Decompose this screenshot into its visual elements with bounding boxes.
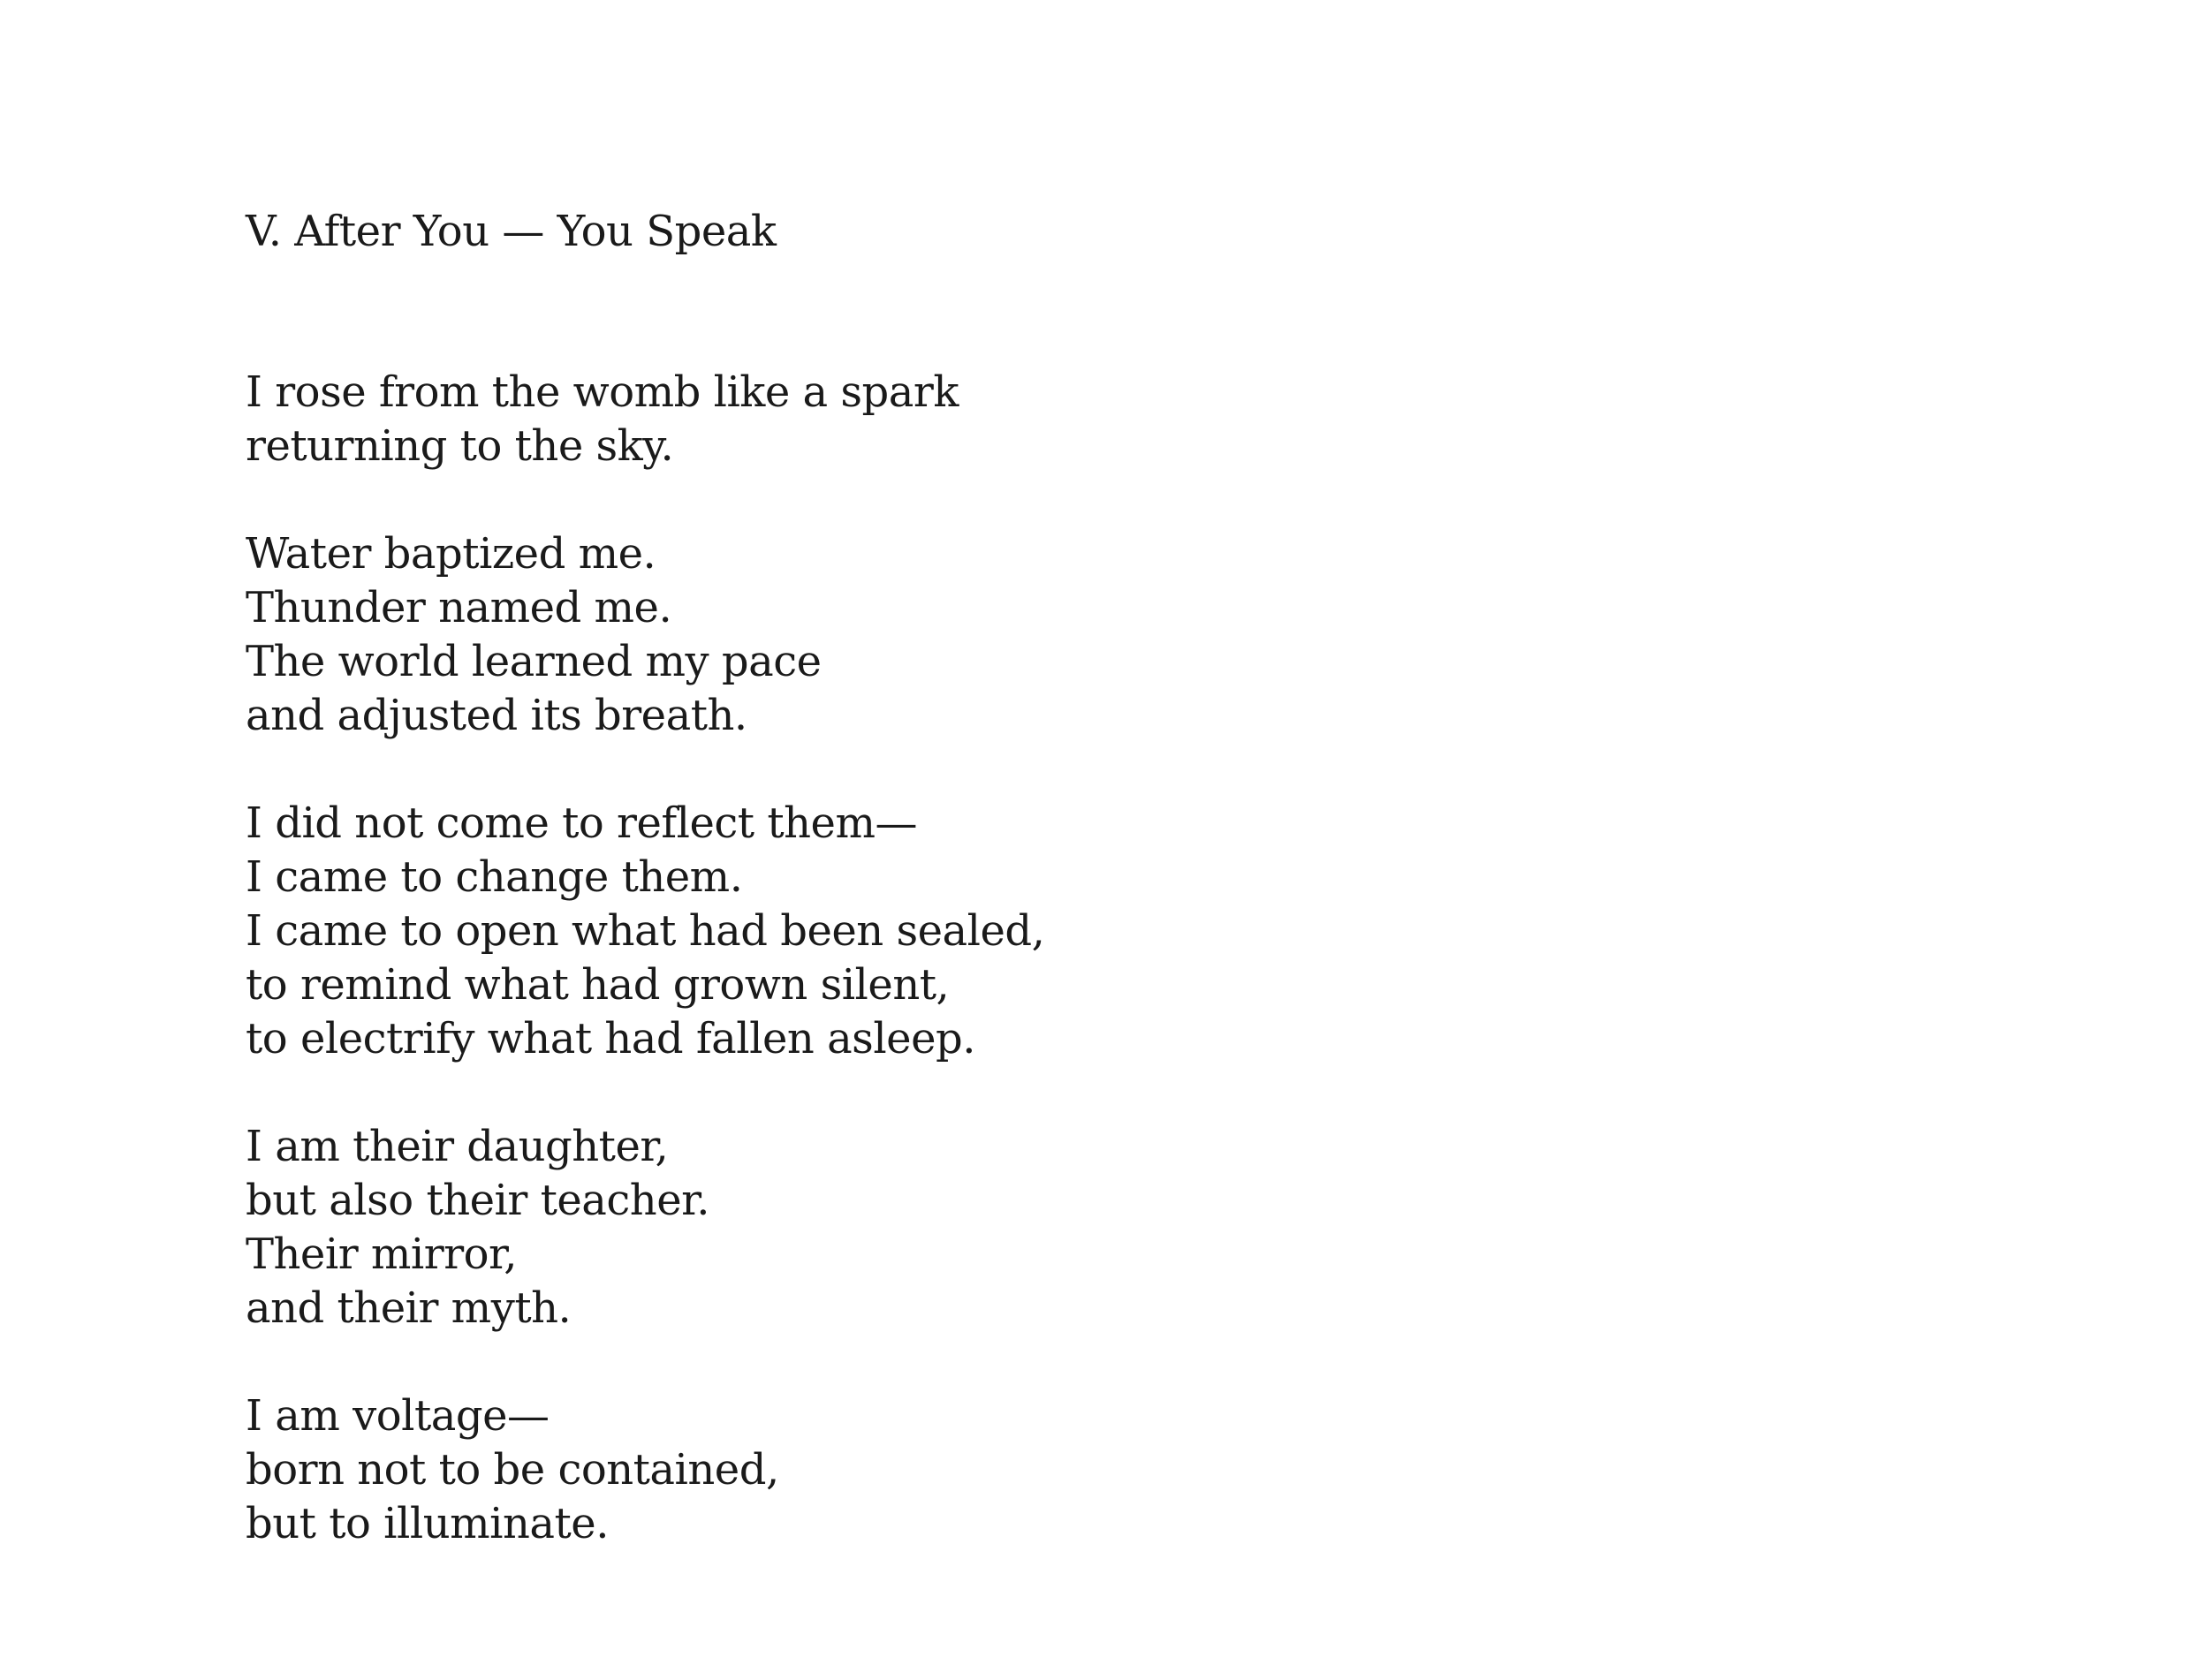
poem-line: but to illuminate. <box>246 1499 609 1548</box>
poem-line: I did not come to reflect them— <box>246 798 917 848</box>
poem-line: The world learned my pace <box>246 637 822 686</box>
poem-line: Thunder named me. <box>246 583 672 632</box>
stanza-3 <box>246 797 1044 1066</box>
poem-line: Their mirror, <box>246 1230 517 1279</box>
poem-line: returning to the sky. <box>246 421 674 471</box>
poem-line: I came to change them. <box>246 852 743 902</box>
poem-line: I am their daughter, <box>246 1122 669 1171</box>
poem-line: I am voltage— <box>246 1391 550 1441</box>
poem-line: to remind what had grown silent, <box>246 960 950 1010</box>
poem-line: Water baptized me. <box>246 529 656 579</box>
poem-line: born not to be contained, <box>246 1445 779 1495</box>
stanza-1 <box>246 366 1044 473</box>
poem-line: I came to open what had been sealed, <box>246 906 1045 956</box>
poem-line: I rose from the womb like a spark <box>246 367 959 417</box>
stanza-4 <box>246 1120 1044 1336</box>
poem-line: but also their teacher. <box>246 1176 710 1225</box>
poem-line: and their myth. <box>246 1283 572 1333</box>
stanza-2 <box>246 527 1044 743</box>
stanza-5 <box>246 1389 1044 1551</box>
poem-title: V. After You — You Speak <box>246 207 777 256</box>
poem-body <box>246 366 1044 1605</box>
poem-line: and adjusted its breath. <box>246 691 747 740</box>
poem-line: to electrify what had fallen asleep. <box>246 1014 975 1063</box>
